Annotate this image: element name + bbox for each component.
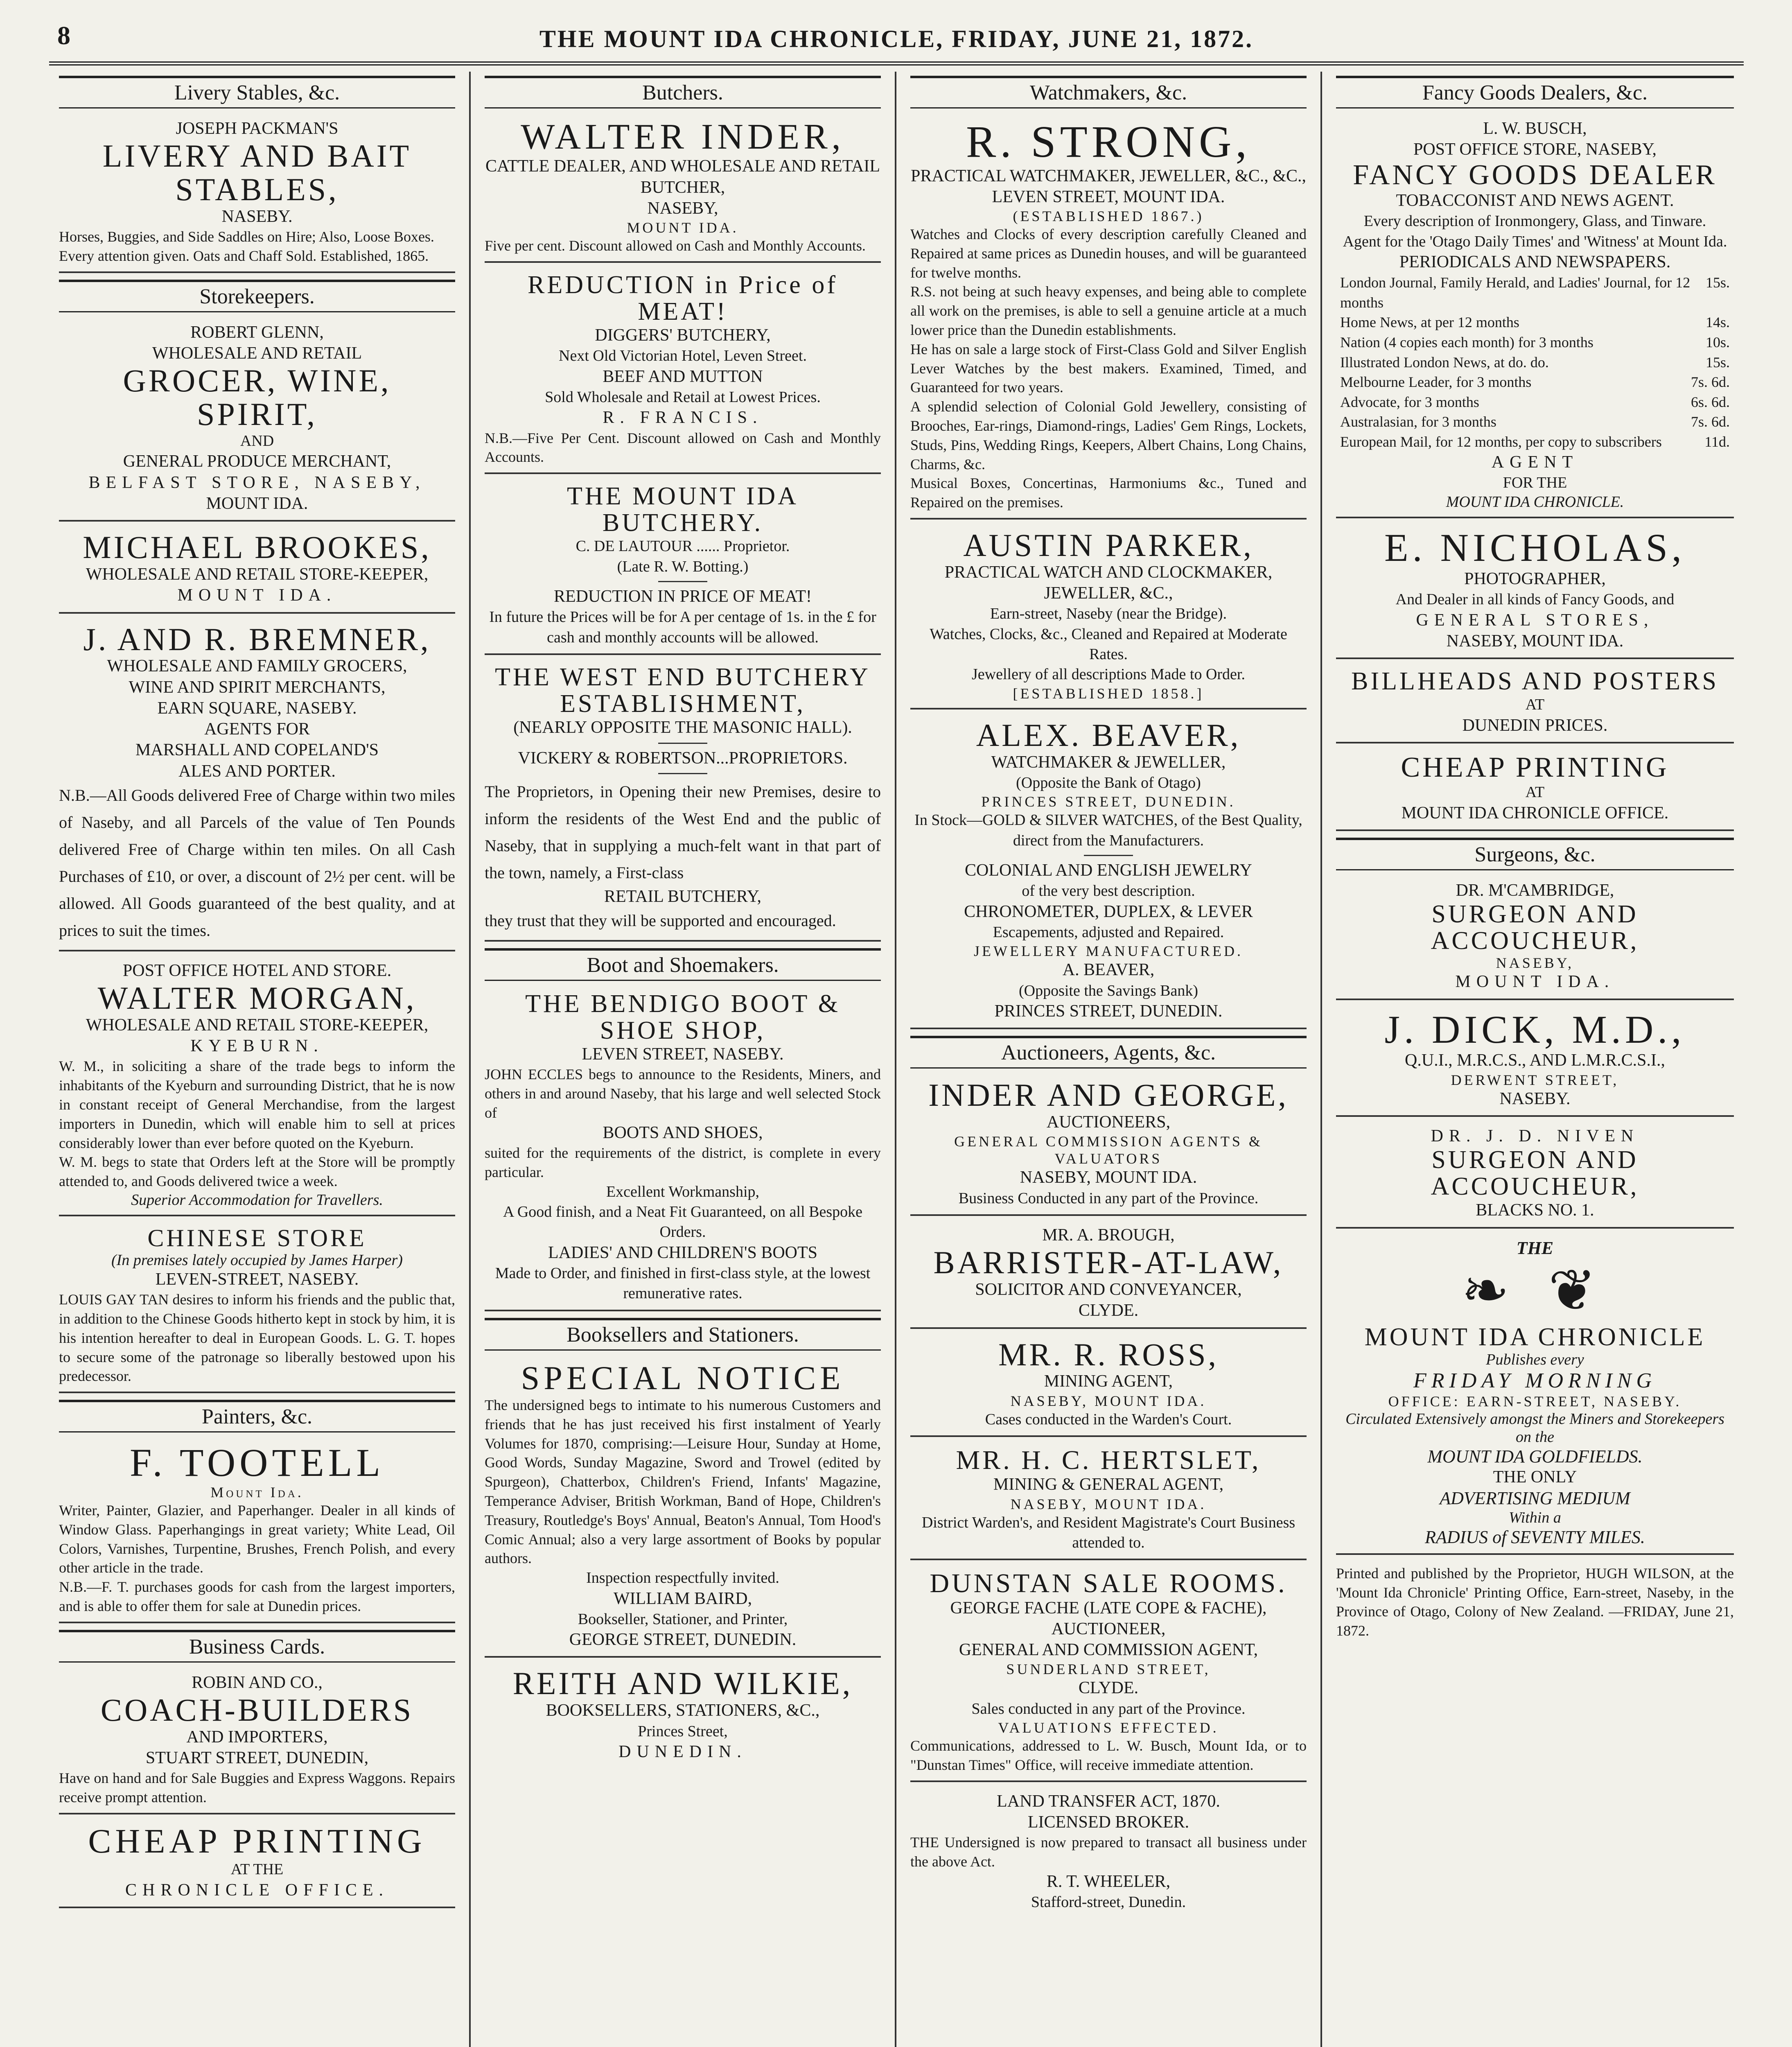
columns xyxy=(45,72,1748,2047)
ad-line: (Late R. W. Botting.) xyxy=(617,558,749,575)
ad-line: Made to Order, and finished in first-class style, at the lowest remunerative rates. xyxy=(495,1265,871,1302)
ad-alex-beaver xyxy=(910,716,1307,1029)
ad-line: AUCTIONEERS, xyxy=(1046,1113,1171,1132)
ad-line: NASEBY, xyxy=(1496,955,1574,972)
list-item: London Journal, Family Herald, and Ladies' Journal, for 12 months 15s. xyxy=(1340,274,1730,311)
ad-walter-morgan xyxy=(59,958,455,1216)
ad-line: MINING AGENT, xyxy=(1044,1372,1173,1391)
ad-line: LEVEN STREET, NASEBY. xyxy=(582,1045,784,1064)
ad-line: POST OFFICE HOTEL AND STORE. xyxy=(122,961,392,980)
ad-line: ROBIN AND CO., xyxy=(192,1673,323,1692)
ad-line: AT xyxy=(1525,696,1545,714)
ad-line: VALUATIONS EFFECTED. xyxy=(998,1719,1219,1736)
ad-body: A splendid selection of Colonial Gold Jewellery, consisting of Brooches, Ear-rings, Diamond-rings, Ladies' Gem Rings, Lockets, Studs, Pins, Wedding Rings, Keepers, Albert Chains, Long Chains, Charms, &c. xyxy=(910,398,1307,472)
ad-line: LAND TRANSFER ACT, 1870. xyxy=(997,1792,1220,1811)
ad-line: DR. J. D. NIVEN xyxy=(1431,1126,1639,1146)
ad-headline: GROCER, WINE, SPIRIT, xyxy=(123,363,391,432)
ornament-icon: ❧ ❦ xyxy=(1461,1259,1609,1323)
ad-line: Excellent Workmanship, xyxy=(606,1183,760,1200)
ad-body: Writer, Painter, Glazier, and Paperhanger. Dealer in all kinds of Window Glass. Paperhangings in great variety; White Lead, Oil Colors, Varnishes, Turpentine, Brushes, French Polish, and every other article in the trade. xyxy=(59,1502,455,1576)
ad-body: Agent for the 'Otago Daily Times' and 'Witness' at Mount Ida. xyxy=(1343,233,1727,250)
ad-body: Communications, addressed to L. W. Busch, Mount Ida, or to "Dunstan Times" Office, will receive immediate attention. xyxy=(910,1737,1307,1773)
ad-headline: F. TOOTELL xyxy=(129,1441,385,1485)
ad-line: GENERAL AND COMMISSION AGENT, xyxy=(959,1640,1258,1660)
ad-headline: AUSTIN PARKER, xyxy=(963,527,1254,563)
ad-headline: BARRISTER-AT-LAW, xyxy=(933,1245,1284,1281)
ad-mccambridge xyxy=(1336,878,1734,1000)
section-heading: Booksellers and Stationers. xyxy=(485,1318,881,1351)
ad-headline: CHEAP PRINTING xyxy=(1401,751,1669,783)
ad-line: THE ONLY xyxy=(1493,1467,1577,1487)
ad-line: PRINCES STREET, DUNEDIN. xyxy=(981,793,1236,810)
section-heading: Auctioneers, Agents, &c. xyxy=(910,1036,1307,1069)
ad-robert-glenn xyxy=(59,320,455,522)
ad-italic: Superior Accommodation for Travellers. xyxy=(131,1191,383,1209)
list-item: Nation (4 copies each month) for 3 months 10s. xyxy=(1340,334,1730,350)
ad-headline: CHINESE STORE xyxy=(147,1225,367,1252)
ad-headline: WALTER INDER, xyxy=(521,117,845,157)
ad-line: GENERAL STORES, xyxy=(1416,610,1654,630)
ad-italic: (In premises lately occupied by James Harper) xyxy=(111,1252,403,1269)
masthead-title: THE MOUNT IDA CHRONICLE, FRIDAY, JUNE 21, 1872. xyxy=(539,25,1254,52)
ad-line: COLONIAL AND ENGLISH JEWELRY xyxy=(965,861,1252,880)
ad-line: OFFICE: EARN-STREET, NASEBY. xyxy=(1388,1393,1682,1410)
section-heading: Livery Stables, &c. xyxy=(59,76,455,108)
ad-headline: COACH-BUILDERS xyxy=(100,1692,414,1728)
ad-body: Watches and Clocks of every description carefully Cleaned and Repaired at same prices as Dunedin houses, and will be guaranteed for twelve months. xyxy=(910,226,1307,281)
ad-headline: BILLHEADS AND POSTERS xyxy=(1351,667,1719,696)
ad-line: C. DE LAUTOUR ...... Proprietor. xyxy=(576,538,790,555)
ad-cheap-printing-office xyxy=(1336,750,1734,831)
ad-line: Princes Street, xyxy=(638,1722,728,1740)
list-item: Australasian, for 3 months 7s. 6d. xyxy=(1340,413,1730,430)
ad-line: BELFAST STORE, NASEBY, xyxy=(88,473,426,492)
ad-line: MOUNT IDA CHRONICLE OFFICE. xyxy=(1401,803,1669,822)
ad-line: JOSEPH PACKMAN'S xyxy=(176,119,339,138)
ad-line: TOBACCONIST AND NEWS AGENT. xyxy=(1396,191,1674,210)
ad-line: NASEBY, MOUNT IDA. xyxy=(1010,1392,1207,1409)
ad-chinese-store xyxy=(59,1223,455,1393)
ad-line: ALES AND PORTER. xyxy=(178,761,336,781)
ad-tootell xyxy=(59,1440,455,1623)
ad-body: Every attention given. Oats and Chaff Sold. Established, 1865. xyxy=(59,248,429,264)
ad-line: AND IMPORTERS, xyxy=(186,1727,328,1747)
ad-headline: THE MOUNT IDA BUTCHERY. xyxy=(567,482,799,537)
ad-line: MOUNT IDA. xyxy=(177,586,337,605)
page-number: 8 xyxy=(57,21,70,50)
ad-body: N.B.—F. T. purchases goods for cash from the largest importers, and is able to offer them for sale at Dunedin prices. xyxy=(59,1579,455,1615)
ad-line: Earn-street, Naseby (near the Bridge). xyxy=(990,605,1227,623)
ad-body: Business Conducted in any part of the Province. xyxy=(958,1189,1259,1207)
ad-line: AGENT xyxy=(1491,452,1579,472)
ad-body: N.B.—All Goods delivered Free of Charge within two miles of Naseby, and all Parcels of the value of Ten Pounds delivered Free of Charge within ten miles. On all Cash Purchases of £10, or over, a discount of 2½ per cent. will be allowed. All Goods guaranteed of the best quality, and at prices to suit the times. xyxy=(59,786,456,940)
divider xyxy=(658,773,707,774)
ad-line: WATCHMAKER & JEWELLER, xyxy=(991,752,1226,772)
ad-body: JOHN ECCLES begs to announce to the Residents, Miners, and others in and around Naseby, that his large and well selected Stock of xyxy=(485,1066,881,1121)
ad-austin-parker xyxy=(910,526,1307,709)
ad-italic: RADIUS of SEVENTY MILES. xyxy=(1425,1527,1645,1547)
ad-line: ROBERT GLENN, xyxy=(190,323,324,342)
column-3 xyxy=(896,72,1322,2047)
ad-line: R. T. WHEELER, xyxy=(1046,1872,1171,1891)
ad-headline: MICHAEL BROOKES, xyxy=(83,529,431,565)
ad-line: Stafford-street, Dunedin. xyxy=(1031,1893,1186,1911)
ad-line: of the very best description. xyxy=(1022,882,1195,900)
ad-line: (Opposite the Bank of Otago) xyxy=(1016,774,1201,791)
list-item: European Mail, for 12 months, per copy to subscribers 11d. xyxy=(1340,433,1730,450)
ad-nicholas xyxy=(1336,525,1734,659)
ad-line: WINE AND SPIRIT MERCHANTS, xyxy=(129,678,386,697)
ad-line: MOUNT IDA. xyxy=(1455,972,1615,992)
ad-body: The Proprietors, in Opening their new Premises, desire to inform the residents of the West End and the public of Naseby, that in supplying a much-felt want in that part of the town, namely, a First-class xyxy=(485,782,881,882)
column-2 xyxy=(471,72,896,2047)
ad-line: NASEBY, MOUNT IDA. xyxy=(1020,1168,1197,1187)
ad-italic: ADVERTISING MEDIUM xyxy=(1440,1488,1630,1508)
ad-line: PRINCES STREET, DUNEDIN. xyxy=(994,1002,1223,1021)
ad-line: LEVEN-STREET, NASEBY. xyxy=(155,1270,359,1289)
ad-line: Sold Wholesale and Retail at Lowest Prices. xyxy=(545,388,821,406)
ad-line: Q.U.I., M.R.C.S., AND L.M.R.C.S.I., xyxy=(1405,1051,1665,1070)
ad-line: GENERAL PRODUCE MERCHANT, xyxy=(123,452,391,471)
ad-line: GEORGE FACHE (LATE COPE & FACHE), xyxy=(950,1598,1267,1618)
ad-line: Next Old Victorian Hotel, Leven Street. xyxy=(559,347,807,365)
ad-line: AT THE xyxy=(230,1861,284,1878)
ad-line: MR. A. BROUGH, xyxy=(1042,1226,1175,1245)
ad-body: Sales conducted in any part of the Province. xyxy=(971,1700,1246,1717)
ad-line: WHOLESALE AND RETAIL xyxy=(152,344,362,363)
ad-italic: Within a xyxy=(1509,1509,1561,1526)
ad-body: N.B.—Five Per Cent. Discount allowed on Cash and Monthly Accounts. xyxy=(485,429,881,465)
ad-body: they trust that they will be supported and encouraged. xyxy=(485,911,836,930)
ad-bendigo-boot-shop xyxy=(485,988,881,1311)
ad-line: MINING & GENERAL AGENT, xyxy=(993,1475,1224,1494)
ad-line: CLYDE. xyxy=(1078,1301,1139,1320)
ad-line: EARN SQUARE, NASEBY. xyxy=(157,698,357,718)
imprint-text: Printed and published by the Proprietor, HUGH WILSON, at the 'Mount Ida Chronicle' Printing Office, Earn-street, Naseby, in the Province of Otago, Colony of New Zealand. —FRIDAY, June 21, 1872. xyxy=(1336,1565,1734,1639)
ad-line: VICKERY & ROBERTSON...PROPRIETORS. xyxy=(518,748,848,768)
section-heading: Surgeons, &c. xyxy=(1336,838,1734,870)
column-4 xyxy=(1322,72,1748,2047)
ad-headline: SURGEON AND ACCOUCHEUR, xyxy=(1431,900,1639,955)
ad-line: SUNDERLAND STREET, xyxy=(1006,1661,1211,1678)
ad-busch xyxy=(1336,116,1734,518)
ad-r-ross xyxy=(910,1335,1307,1437)
divider xyxy=(658,581,707,582)
ad-line: NASEBY. xyxy=(1499,1089,1571,1108)
ad-headline: MR. R. ROSS, xyxy=(998,1336,1219,1372)
ad-italic: Circulated Extensively amongst the Miners and Storekeepers on the xyxy=(1345,1410,1724,1446)
ad-reith-wilkie xyxy=(485,1664,881,1768)
ad-line: NASEBY, xyxy=(647,199,718,218)
ad-line: A. BEAVER, xyxy=(1062,960,1155,980)
ad-line: REDUCTION IN PRICE OF MEAT! xyxy=(554,587,812,606)
ad-line: MARSHALL AND COPELAND'S xyxy=(135,741,379,760)
ad-line: NASEBY, MOUNT IDA. xyxy=(1446,631,1624,651)
ad-line: DUNEDIN. xyxy=(618,1742,747,1761)
ad-michael-brookes xyxy=(59,528,455,613)
ad-body: W. M., in soliciting a share of the trade begs to inform the inhabitants of the Kyeburn and surrounding District, that he is now in constant receipt of General Merchandise, from the largest importers in Dunedin, which will enable him to sell at prices considerably lower than ever before quoted on the Kyeburn. xyxy=(59,1058,455,1151)
ad-body: Every description of Ironmongery, Glass, and Tinware. xyxy=(1363,212,1706,230)
ad-headline: REITH AND WILKIE, xyxy=(512,1665,853,1701)
ad-line: AGENTS FOR xyxy=(204,720,310,739)
ad-italic: MOUNT IDA CHRONICLE. xyxy=(1446,493,1624,511)
ad-robin-co xyxy=(59,1670,455,1814)
section-heading: Painters, &c. xyxy=(59,1400,455,1432)
ad-body: In Stock—GOLD & SILVER WATCHES, of the Best Quality, direct from the Manufacturers. xyxy=(914,811,1302,849)
ad-body: Jewellery of all descriptions Made to Order. xyxy=(972,666,1245,683)
ad-line: L. W. BUSCH, xyxy=(1483,119,1587,138)
ad-line: A Good finish, and a Neat Fit Guaranteed, on all Bespoke Orders. xyxy=(503,1203,863,1241)
ad-body: Horses, Buggies, and Side Saddles on Hire; Also, Loose Boxes. xyxy=(59,228,434,245)
ad-body: THE Undersigned is now prepared to transact all business under the above Act. xyxy=(910,1834,1307,1870)
ad-line: DR. M'CAMBRIDGE, xyxy=(1456,881,1614,900)
ad-line: GENERAL COMMISSION AGENTS & VALUATORS xyxy=(954,1133,1263,1167)
section-heading: Fancy Goods Dealers, &c. xyxy=(1336,76,1734,108)
ad-niven xyxy=(1336,1123,1734,1229)
ad-line: JEWELLERY MANUFACTURED. xyxy=(974,943,1243,960)
ad-line: BOOTS AND SHOES, xyxy=(603,1123,763,1142)
ad-body: District Warden's, and Resident Magistrate's Court Business attended to. xyxy=(921,1514,1295,1552)
ad-line: BEEF AND MUTTON xyxy=(603,367,763,386)
ad-headline: REDUCTION in Price of MEAT! xyxy=(528,271,838,325)
ad-line: Bookseller, Stationer, and Printer, xyxy=(578,1610,788,1628)
ad-line: R. FRANCIS. xyxy=(603,408,763,427)
ad-body: The undersigned begs to intimate to his numerous Customers and friends that he has just received his first instalment of Yearly Volumes for 1870, comprising:—Leisure Hour, Sunday at Home, Good Words, Sunday Magazine, Sword and Trowel (edited by Spurgeon), Chatterbox, Children's Friend, Infants' Magazine, Temperance Adviser, British Workman, Band of Hope, Children's Treasury, Routledge's Boys' Annual, Beaton's Annual, Tom Hood's Comic Annual; also a very large assortment of Books by popular authors. xyxy=(485,1396,881,1567)
section-heading: Watchmakers, &c. xyxy=(910,76,1307,108)
column-1 xyxy=(45,72,471,2047)
ad-line: CATTLE DEALER, AND WHOLESALE AND RETAIL BUTCHER, xyxy=(485,157,880,197)
ad-body: In future the Prices will be for A per centage of 1s. in the £ for cash and monthly accounts will be allowed. xyxy=(489,608,876,646)
imprint xyxy=(1336,1561,1734,1646)
section-heading: Boot and Shoemakers. xyxy=(485,948,881,981)
ad-hertslet xyxy=(910,1444,1307,1560)
ad-line: MOUNT IDA. xyxy=(206,494,308,513)
ad-italic: Publishes every xyxy=(1486,1351,1584,1368)
list-item: Melbourne Leader, for 3 months 7s. 6d. xyxy=(1340,374,1730,391)
ad-body: He has on sale a large stock of First-Class Gold and Silver English Lever Watches by the best makers. Examined, Timed, and Guaranteed for two years. xyxy=(910,341,1307,396)
ad-line: BOOKSELLERS, STATIONERS, &C., xyxy=(546,1701,820,1720)
ad-line: AND xyxy=(240,432,274,450)
ad-diggers-butchery xyxy=(485,269,881,474)
ad-line: STUART STREET, DUNEDIN, xyxy=(145,1749,369,1768)
list-item: Home News, at per 12 months 14s. xyxy=(1340,314,1730,331)
ad-chronicle-publisher xyxy=(1336,1235,1734,1555)
ad-line: AT xyxy=(1525,784,1545,801)
ad-billheads xyxy=(1336,666,1734,743)
ad-headline: SPECIAL NOTICE xyxy=(521,1359,845,1396)
divider xyxy=(658,743,707,744)
section-heading: Butchers. xyxy=(485,76,881,108)
ad-headline: J. AND R. BREMNER, xyxy=(83,621,431,657)
ad-line: THE xyxy=(1516,1238,1554,1258)
ad-line: AUCTIONEER, xyxy=(1051,1619,1166,1638)
ad-line: LICENSED BROKER. xyxy=(1027,1812,1189,1832)
ad-r-strong xyxy=(910,116,1307,520)
ad-line: CHRONOMETER, DUPLEX, & LEVER xyxy=(964,902,1253,921)
ad-headline: THE BENDIGO BOOT & SHOE SHOP, xyxy=(525,990,840,1045)
list-item: Advocate, for 3 months 6s. 6d. xyxy=(1340,393,1730,410)
masthead xyxy=(49,16,1744,66)
ad-line: DUNEDIN PRICES. xyxy=(1462,716,1608,735)
ad-headline: ALEX. BEAVER, xyxy=(976,717,1241,753)
ad-line: DERWENT STREET, xyxy=(1451,1071,1619,1088)
ad-italic: FRIDAY MORNING xyxy=(1413,1369,1657,1392)
ad-line: PHOTOGRAPHER, xyxy=(1464,569,1606,588)
ad-body: Have on hand and for Sale Buggies and Express Waggons. Repairs receive prompt attention. xyxy=(59,1770,455,1806)
ad-dunstan-sale-rooms xyxy=(910,1567,1307,1782)
ad-headline: MR. H. C. HERTSLET, xyxy=(956,1445,1261,1475)
ad-line: POST OFFICE STORE, NASEBY, xyxy=(1413,140,1657,159)
ad-line: LEVEN STREET, MOUNT IDA. xyxy=(992,187,1225,206)
ad-headline: DUNSTAN SALE ROOMS. xyxy=(930,1568,1287,1599)
list-item: Illustrated London News, at do. do. 15s. xyxy=(1340,354,1730,371)
ad-line: PERIODICALS AND NEWSPAPERS. xyxy=(1399,252,1671,271)
ad-line: LADIES' AND CHILDREN'S BOOTS xyxy=(548,1243,817,1262)
ad-body: Five per cent. Discount allowed on Cash and Monthly Accounts. xyxy=(485,237,866,254)
divider xyxy=(1084,855,1133,856)
ad-body: Cases conducted in the Warden's Court. xyxy=(985,1410,1232,1428)
ad-line: (ESTABLISHED 1867.) xyxy=(1013,208,1204,224)
ad-brough xyxy=(910,1222,1307,1329)
ad-line: NASEBY. xyxy=(221,207,293,226)
ad-line: Mount Ida. xyxy=(210,1484,304,1501)
ad-bremner xyxy=(59,620,455,951)
ad-line: NASEBY, MOUNT IDA. xyxy=(1010,1496,1207,1512)
ad-packman-livery xyxy=(59,116,455,273)
ad-line: RETAIL BUTCHERY, xyxy=(604,887,761,906)
ad-body: And Dealer in all kinds of Fancy Goods, and xyxy=(1395,591,1675,608)
ad-west-end-butchery xyxy=(485,662,881,942)
ad-land-transfer xyxy=(910,1789,1307,1918)
ad-line: [ESTABLISHED 1858.] xyxy=(1013,685,1204,702)
ad-italic: MOUNT IDA GOLDFIELDS. xyxy=(1427,1446,1643,1466)
ad-line: CHRONICLE OFFICE. xyxy=(125,1880,389,1900)
ad-line: DIGGERS' BUTCHERY, xyxy=(595,326,771,345)
ad-headline: FANCY GOODS DEALER xyxy=(1353,159,1717,191)
section-heading: Storekeepers. xyxy=(59,280,455,312)
ad-cheap-printing xyxy=(59,1821,455,1908)
ad-line: PRACTICAL WATCH AND CLOCKMAKER, JEWELLER, &C., xyxy=(944,563,1273,603)
ad-headline: E. NICHOLAS, xyxy=(1384,526,1686,570)
ad-headline: J. DICK, M.D., xyxy=(1384,1007,1686,1051)
ad-line: MOUNT IDA. xyxy=(627,219,739,236)
ad-j-dick xyxy=(1336,1007,1734,1117)
ad-line: SOLICITOR AND CONVEYANCER, xyxy=(975,1280,1242,1299)
ad-body: LOUIS GAY TAN desires to inform his friends and the public that, in addition to the Chinese Goods hitherto kept in stock by him, it is his intention hereafter to deal in European Goods. L. G. T. hopes to secure some of the patronage so liberally bestowed upon his predecessor. xyxy=(59,1291,455,1385)
ad-headline: WALTER MORGAN, xyxy=(97,980,417,1016)
ad-line: Escapements, adjusted and Repaired. xyxy=(993,924,1224,941)
ad-line: WHOLESALE AND RETAIL STORE-KEEPER, xyxy=(86,565,429,584)
ad-line: BLACKS NO. 1. xyxy=(1476,1201,1594,1220)
ad-headline: MOUNT IDA CHRONICLE xyxy=(1364,1323,1706,1351)
ad-line: (NEARLY OPPOSITE THE MASONIC HALL). xyxy=(513,718,852,737)
section-heading: Business Cards. xyxy=(59,1630,455,1663)
ad-line: WHOLESALE AND RETAIL STORE-KEEPER, xyxy=(86,1015,429,1035)
ad-body: Musical Boxes, Concertinas, Harmoniums &c., Tuned and Repaired on the premises. xyxy=(910,475,1307,511)
ad-body: W. M. begs to state that Orders left at the Store will be promptly attended to, and Goods delivered twice a week. xyxy=(59,1154,455,1190)
ad-line: CLYDE. xyxy=(1078,1679,1139,1698)
ad-walter-inder xyxy=(485,116,881,263)
ad-line: FOR THE xyxy=(1503,474,1567,491)
ad-headline: R. STRONG, xyxy=(966,117,1251,167)
ad-line: Inspection respectfully invited. xyxy=(586,1569,779,1587)
ad-line: KYEBURN. xyxy=(190,1037,324,1056)
ad-body: R.S. not being at such heavy expenses, and being able to complete all work on the premises, is able to sell a genuine article at a much lower price than the Dunedin establishments. xyxy=(910,283,1307,338)
ad-headline: INDER AND GEORGE, xyxy=(928,1077,1289,1113)
ad-line: (Opposite the Savings Bank) xyxy=(1018,982,1198,999)
ad-body: Watches, Clocks, &c., Cleaned and Repaired at Moderate Rates. xyxy=(930,625,1287,663)
ad-special-notice xyxy=(485,1358,881,1658)
ad-headline: CHEAP PRINTING xyxy=(88,1822,426,1860)
ad-headline: LIVERY AND BAIT STABLES, xyxy=(102,138,412,208)
periodicals-price-list xyxy=(1340,273,1730,452)
ad-body: suited for the requirements of the district, is complete in every particular. xyxy=(485,1145,881,1180)
ad-headline: THE WEST END BUTCHERY ESTABLISHMENT, xyxy=(495,663,871,718)
ad-line: GEORGE STREET, DUNEDIN. xyxy=(569,1630,797,1649)
ad-inder-and-george xyxy=(910,1076,1307,1216)
ad-line: PRACTICAL WATCHMAKER, JEWELLER, &C., &C., xyxy=(910,166,1307,185)
ad-headline: SURGEON AND ACCOUCHEUR, xyxy=(1431,1146,1639,1201)
ad-line: WHOLESALE AND FAMILY GROCERS, xyxy=(107,657,407,676)
ad-mount-ida-butchery xyxy=(485,481,881,655)
ad-line: WILLIAM BAIRD, xyxy=(613,1589,752,1608)
